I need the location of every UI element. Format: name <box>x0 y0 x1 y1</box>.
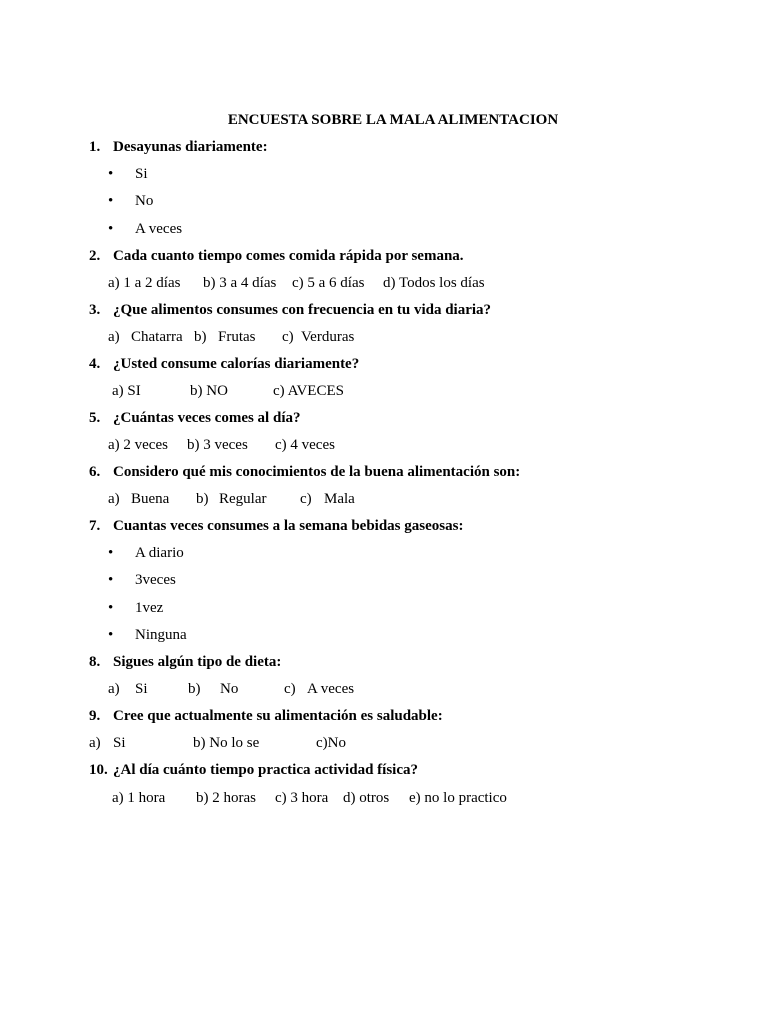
q8-text: Sigues algún tipo de dieta: <box>113 654 282 670</box>
q1-text: Desayunas diariamente: <box>113 139 268 155</box>
q1-number: 1. <box>89 139 101 155</box>
q9-option-a: Si <box>113 735 126 751</box>
bullet: • <box>108 572 114 588</box>
q5-number: 5. <box>89 410 101 426</box>
q10-number: 10. <box>89 762 108 778</box>
q3-option-a-label: a) <box>108 329 120 345</box>
q6-option-c-label: c) <box>300 491 312 507</box>
q6-option-a: Buena <box>131 491 170 507</box>
q2-number: 2. <box>89 248 101 264</box>
q4-text: ¿Usted consume calorías diariamente? <box>113 356 360 372</box>
q8-option-b-label: b) <box>188 681 201 697</box>
bullet: • <box>108 600 114 616</box>
q9-option-b: b) No lo se <box>193 735 260 751</box>
q2-option-3: c) 5 a 6 días <box>292 275 365 291</box>
bullet: • <box>108 193 114 209</box>
q3-option-c-label: c) <box>282 329 294 345</box>
q9-number: 9. <box>89 708 101 724</box>
q1-option-2: No <box>135 193 154 209</box>
q1-option-3: A veces <box>135 221 183 237</box>
bullet: • <box>108 627 114 643</box>
q3-text: ¿Que alimentos consumes con frecuencia en tu vida diaria? <box>113 302 492 318</box>
q10-text: ¿Al día cuánto tiempo practica actividad física? <box>113 762 418 778</box>
q10-option-4: d) otros <box>343 790 390 806</box>
q8-option-a: Si <box>135 681 148 697</box>
q9-option-a-label: a) <box>89 735 101 751</box>
q10-option-5: e) no lo practico <box>409 790 507 806</box>
q7-number: 7. <box>89 518 101 534</box>
bullet: • <box>108 166 114 182</box>
q2-option-4: d) Todos los días <box>383 275 485 291</box>
q5-option-2: b) 3 veces <box>187 437 248 453</box>
q4-number: 4. <box>89 356 101 372</box>
q6-option-b: Regular <box>219 491 267 507</box>
q5-option-1: a) 2 veces <box>108 437 168 453</box>
q3-option-b: Frutas <box>218 329 256 345</box>
q3-option-b-label: b) <box>194 329 207 345</box>
q7-text: Cuantas veces consumes a la semana bebidas gaseosas: <box>113 518 464 534</box>
q9-option-c: c)No <box>316 735 346 751</box>
q6-number: 6. <box>89 464 101 480</box>
q8-option-c: A veces <box>307 681 355 697</box>
q2-text: Cada cuanto tiempo comes comida rápida por semana. <box>113 248 464 264</box>
q6-text: Considero qué mis conocimientos de la buena alimentación son: <box>113 464 521 480</box>
q5-text: ¿Cuántas veces comes al día? <box>113 410 301 426</box>
q2-option-2: b) 3 a 4 días <box>203 275 277 291</box>
q8-option-b: No <box>220 681 239 697</box>
q7-option-3: 1vez <box>135 600 164 616</box>
bullet: • <box>108 221 114 237</box>
q7-option-1: A diario <box>135 545 184 561</box>
q6-option-b-label: b) <box>196 491 209 507</box>
q10-option-1: a) 1 hora <box>112 790 166 806</box>
q10-option-2: b) 2 horas <box>196 790 256 806</box>
q7-option-2: 3veces <box>135 572 176 588</box>
q5-option-3: c) 4 veces <box>275 437 335 453</box>
q2-option-1: a) 1 a 2 días <box>108 275 181 291</box>
q6-option-a-label: a) <box>108 491 120 507</box>
q4-option-1: a) SI <box>112 383 141 399</box>
q8-option-c-label: c) <box>284 681 296 697</box>
q3-option-a: Chatarra <box>131 329 183 345</box>
q4-option-2: b) NO <box>190 383 228 399</box>
q1-option-1: Si <box>135 166 148 182</box>
q8-number: 8. <box>89 654 101 670</box>
q9-text: Cree que actualmente su alimentación es saludable: <box>113 708 443 724</box>
survey-title: ENCUESTA SOBRE LA MALA ALIMENTACION <box>227 112 559 128</box>
q10-option-3: c) 3 hora <box>275 790 329 806</box>
q6-option-c: Mala <box>324 491 355 507</box>
q8-option-a-label: a) <box>108 681 120 697</box>
q3-number: 3. <box>89 302 101 318</box>
bullet: • <box>108 545 114 561</box>
q3-option-c: Verduras <box>301 329 355 345</box>
q4-option-3: c) AVECES <box>273 383 344 399</box>
q7-option-4: Ninguna <box>135 627 187 643</box>
